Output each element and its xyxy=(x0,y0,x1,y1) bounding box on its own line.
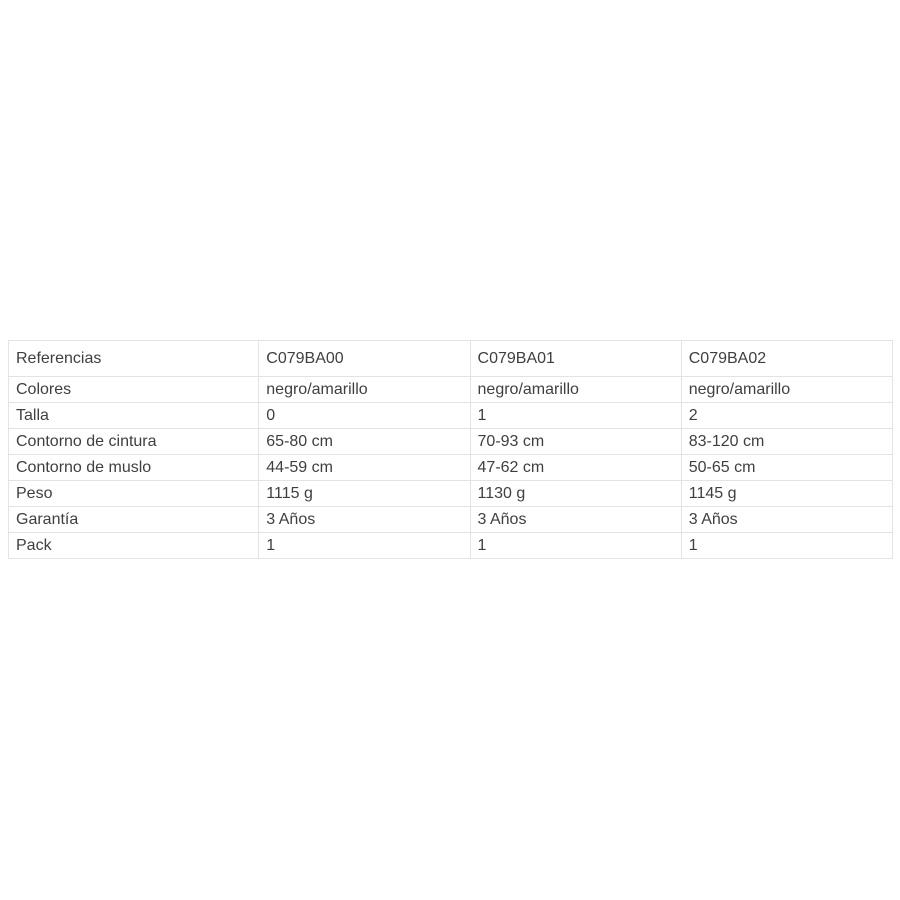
row-label: Garantía xyxy=(9,507,259,533)
table-cell: 1 xyxy=(259,533,470,559)
row-label: Talla xyxy=(9,403,259,429)
row-label: Pack xyxy=(9,533,259,559)
table-cell: 65-80 cm xyxy=(259,429,470,455)
product-spec-table xyxy=(8,340,893,559)
table-cell: negro/amarillo xyxy=(259,377,470,403)
table-cell: negro/amarillo xyxy=(681,377,892,403)
table-cell: C079BA02 xyxy=(681,341,892,377)
table-cell: negro/amarillo xyxy=(470,377,681,403)
table-cell: 1 xyxy=(470,403,681,429)
table-cell: 1115 g xyxy=(259,481,470,507)
table-cell: 83-120 cm xyxy=(681,429,892,455)
spec-row-references xyxy=(9,341,893,377)
table-cell: 47-62 cm xyxy=(470,455,681,481)
row-label: Colores xyxy=(9,377,259,403)
table-cell: 0 xyxy=(259,403,470,429)
row-label: Contorno de cintura xyxy=(9,429,259,455)
table-cell: 3 Años xyxy=(470,507,681,533)
spec-row-waist xyxy=(9,429,893,455)
table-cell: 3 Años xyxy=(681,507,892,533)
row-label: Contorno de muslo xyxy=(9,455,259,481)
table-cell: 2 xyxy=(681,403,892,429)
table-cell: 44-59 cm xyxy=(259,455,470,481)
spec-row-size xyxy=(9,403,893,429)
spec-row-warranty xyxy=(9,507,893,533)
table-cell: 1 xyxy=(470,533,681,559)
table-cell: 3 Años xyxy=(259,507,470,533)
table-cell: 1145 g xyxy=(681,481,892,507)
table-cell: 1 xyxy=(681,533,892,559)
table-cell: C079BA01 xyxy=(470,341,681,377)
table-cell: 50-65 cm xyxy=(681,455,892,481)
table-cell: C079BA00 xyxy=(259,341,470,377)
row-label: Peso xyxy=(9,481,259,507)
spec-row-weight xyxy=(9,481,893,507)
table-cell: 1130 g xyxy=(470,481,681,507)
spec-row-pack xyxy=(9,533,893,559)
row-label: Referencias xyxy=(9,341,259,377)
table-cell: 70-93 cm xyxy=(470,429,681,455)
spec-row-thigh xyxy=(9,455,893,481)
spec-row-colors xyxy=(9,377,893,403)
